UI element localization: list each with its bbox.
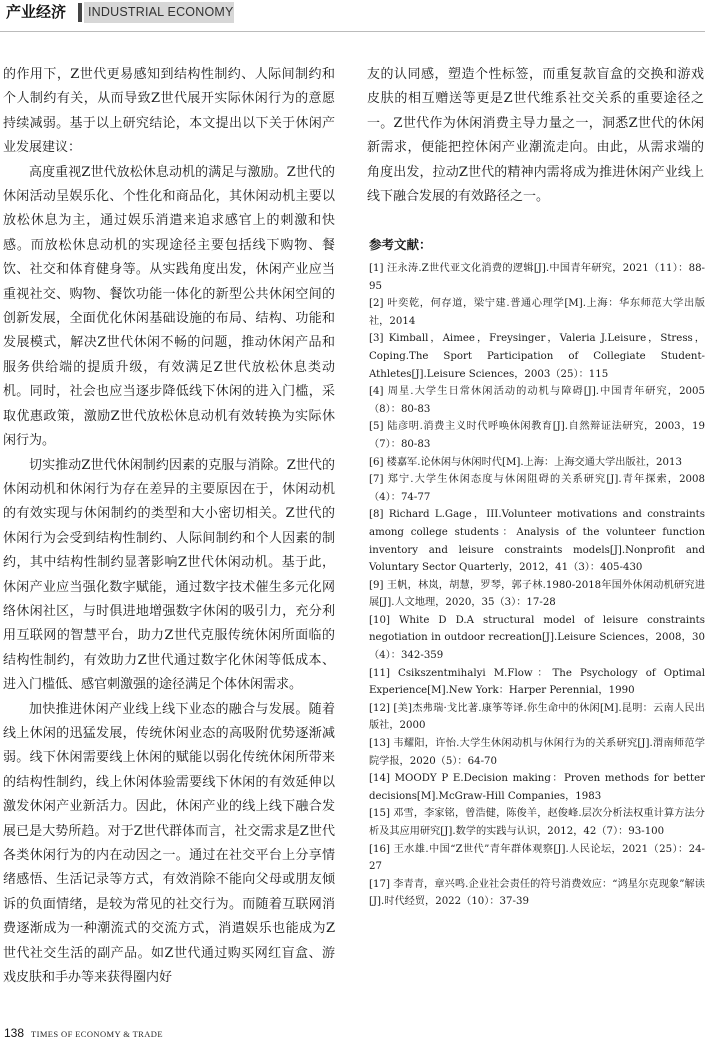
reference-item: [14] MOODY P E.Decision making：Proven methods for better decisions[M].McGraw-Hill Companies，1983 xyxy=(369,773,705,802)
reference-item: [12] [美]杰弗瑞·戈比著.康筝等译.你生命中的休闲[M].昆明：云南人民出版社，2000 xyxy=(369,702,705,732)
section-category-english: INDUSTRIAL ECONOMY xyxy=(88,5,234,19)
reference-item: [16] 王水雄.中国“Z世代”青年群体观察[J].人民论坛，2021（25）：24-27 xyxy=(369,843,705,873)
reference-item: [10] White D D.A structural model of leisure constraints negotiation in outdoor recreation[J].Leisure Sciences，2008，30（4）：342-359 xyxy=(369,614,705,662)
header-divider-bar xyxy=(78,3,82,22)
references-list xyxy=(369,260,705,911)
reference-item: [9] 王帆，林岚，胡慧，罗琴，郭子林.1980-2018年国外休闲动机研究进展[J].人文地理，2020，35（3）：17-28 xyxy=(369,579,705,609)
section-category: 产业经济 xyxy=(6,3,67,21)
reference-item: [6] 楼嘉军.论休闲与休闲时代[M].上海：上海交通大学出版社，2013 xyxy=(369,456,682,468)
reference-item: [1] 汪永涛.Z世代亚文化消费的逻辑[J].中国青年研究，2021（11）：88-95 xyxy=(369,263,705,292)
reference-item: [3] Kimball，Aimee，Freysinger，Valeria J.Leisure，Stress，Coping.The Sport Participation of Collegiate Student-Athletes[J].Leisure Sciences，2003（25）：115 xyxy=(369,333,705,380)
page-header xyxy=(0,0,705,34)
reference-item: [17] 李青青，章兴鸣.企业社会责任的符号消费效应：“鸿星尔克现象”解读[J].时代经贸，2022（10）：37-39 xyxy=(369,878,705,908)
page-footer xyxy=(0,1024,705,1043)
reference-item: [13] 韦耀阳，许怡.大学生休闲动机与休闲行为的关系研究[J].渭南师范学院学报，2020（5）：64-70 xyxy=(369,738,705,767)
journal-name: TIMES OF ECONOMY & TRADE xyxy=(31,1029,163,1039)
reference-item: [2] 叶奕乾，何存道，梁宁建.普通心理学[M].上海：华东师范大学出版社，2014 xyxy=(369,298,705,327)
reference-item: [15] 邓雪，李家铭，曾浩健，陈俊羊，赵俊峰.层次分析法权重计算方法分析及其应用研究[J].数学的实践与认识，2012，42（7）：93-100 xyxy=(369,808,705,837)
header-rule xyxy=(0,31,705,32)
body-paragraph: 友的认同感，塑造个性标签，而重复款盲盒的交换和游戏皮肤的相互赠送等更是Z世代维系社交关系的重要途径之一。Z世代作为休闲消费主导力量之一，洞悉Z世代的休闲新需求，便能把控休闲产业潮流走向。由此，从需求端的角度出发，拉动Z世代的精神内需将成为推进休闲产业线上线下融合发展的有效路径之一。 xyxy=(367,67,704,205)
reference-item: [4] 周星.大学生日常休闲活动的动机与障碍[J].中国青年研究，2005（8）：80-83 xyxy=(369,386,705,415)
reference-item: [8] Richard L.Gage，III.Volunteer motivations and constraints among college students：Analysis of the volunteer function inventory and leisure constraints models[J].Nonprofit and Voluntary Sector Quarterly，2012，41（3）：405-430 xyxy=(369,509,705,574)
reference-item: [7] 郑宁.大学生休闲态度与休闲阻碍的关系研究[J].青年探索，2008（4）：74-77 xyxy=(369,474,705,503)
body-paragraph: 高度重视Z世代放松休息动机的满足与激励。Z世代的休闲活动呈娱乐化、个性化和商品化，其休闲动机主要以放松休息为主，通过娱乐消遣来追求感官上的刺激和快感。而放松休息动机的实现途径主要包括线下购物、餐饮、社交和体育健身等。从实践角度出发，休闲产业应当重视社交、购物、餐饮功能一体化的新型公共休闲空间的创新发展，全面优化休闲基础设施的布局、结构、功能和发展模式，解决Z世代休闲不畅的问题，推动休闲产品和服务供给端的提质升级，有效满足Z世代放松休息类动机。同时，社会也应当逐步降低线下休闲的进入门槛，采取优惠政策，激励Z世代放松休息动机有效转换为实际休闲行为。 xyxy=(3,164,335,449)
body-paragraph: 加快推进休闲产业线上线下业态的融合与发展。随着线上休闲的迅猛发展，传统休闲业态的高吸附优势逐渐减弱。线下休闲需要线上休闲的赋能以弱化传统休闲所带来的结构性制约，线上休闲体验需要线下休闲的有效延伸以激发休闲产业新活力。因此，休闲产业的线上线下融合发展已是大势所趋。对于Z世代群体而言，社交需求是Z世代各类休闲行为的内在动因之一。通过在社交平台上分享情绪感悟、生活记录等方式，有效消除不能向父母或朋友倾诉的负面情绪，是较为常见的社交行为。而随着互联网消费逐渐成为一种潮流式的交流方式，消遣娱乐也能成为Z世代社交生活的副产品。如Z世代通过购买网红盲盒、游戏皮肤和手办等来获得圈内好 xyxy=(3,701,335,986)
left-column xyxy=(3,63,335,990)
right-column xyxy=(367,63,704,209)
references-title: 参考文献： xyxy=(369,237,432,252)
page-number: 138 xyxy=(4,1026,25,1040)
reference-item: [5] 陆彦明.消费主义时代呼唤休闲教育[J].自然辩证法研究，2003，19（7）：80-83 xyxy=(369,421,705,450)
body-paragraph: 切实推动Z世代休闲制约因素的克服与消除。Z世代的休闲动机和休闲行为存在差异的主要原因在于，休闲动机的有效实现与休闲制约的类型和大小密切相关。Z世代的休闲行为会受到结构性制约、人际间制约和个人因素的制约，其中结构性制约显著影响Z世代休闲动机。基于此，休闲产业应当强化数字赋能，通过数字技术催生多元化网络休闲社区，与时俱进地增强数字休闲的吸引力，充分利用互联网的智慧平台，助力Z世代克服传统休闲所面临的结构性制约，有效助力Z世代通过数字化休闲等低成本、进入门槛低、感官刺激强的途径满足个体休闲需求。 xyxy=(3,457,335,693)
reference-item: [11] Csikszentmihalyi M.Flow：The Psychology of Optimal Experience[M].New York：Harper Perennial，1990 xyxy=(369,667,705,697)
body-paragraph: 的作用下，Z世代更易感知到结构性制约、人际间制约和个人制约有关，从而导致Z世代展开实际休闲行为的意愿持续减弱。基于以上研究结论，本文提出以下关于休闲产业发展建议： xyxy=(3,67,335,156)
